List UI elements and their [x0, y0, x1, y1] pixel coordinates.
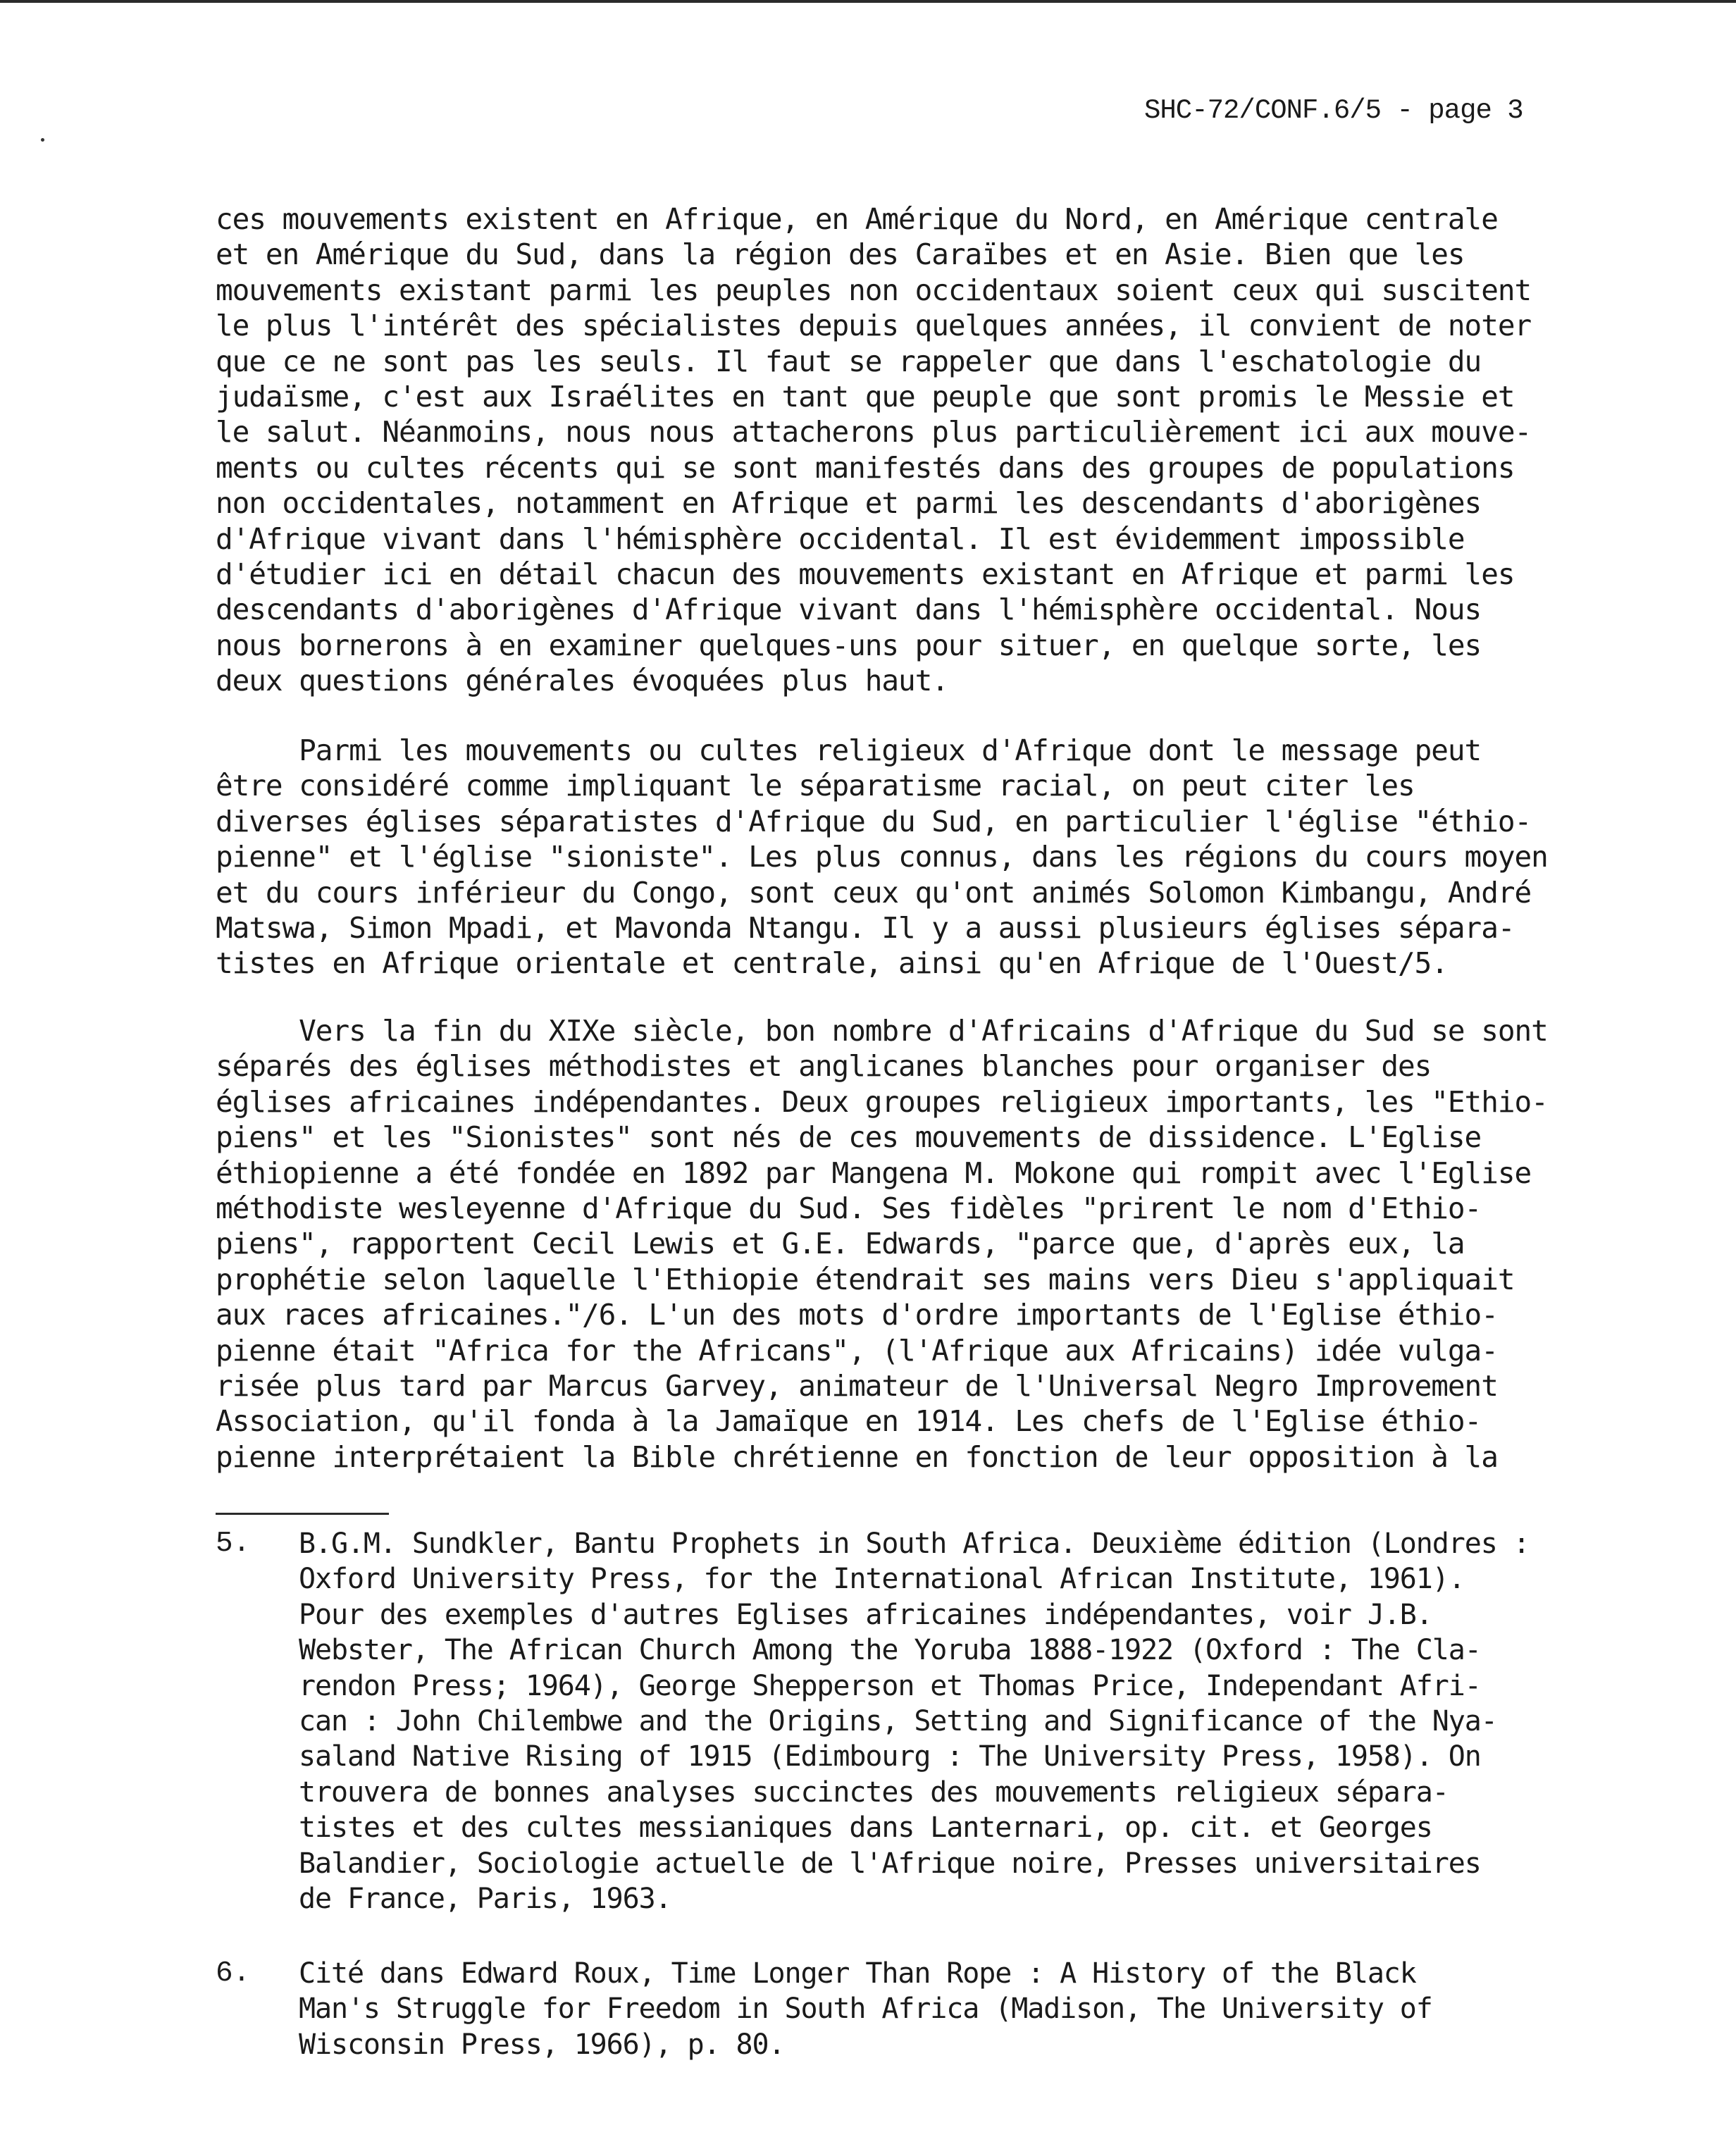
- footnote-separator: [216, 1513, 389, 1515]
- footnote-number: 5.: [216, 1528, 251, 1560]
- footnote-text: B.G.M. Sundkler, Bantu Prophets in South Africa. Deuxième édition (Londres : Oxford University Press, for the International African Institute, 1961). Pour des exemples d'autres Eglises africaines indépendantes, voir J.B. Webster, The African Church Among the Yoruba 1888-1922 (Oxford : The Cla- rendon Press; 1964), George Shepperson et Thomas Price, Independant Afri- can : John Chilembwe and the Origins, Setting and Significance of the Nya- saland Native Rising of 1915 (Edimbourg : The University Press, 1958). On trouvera de bonnes analyses succinctes des mouvements religieux sépara- tistes et des cultes messianiques dans Lanternari, op. cit. et Georges Balandier, Sociologie actuelle de l'Afrique noire, Presses universitaires de France, Paris, 1963.: [299, 1528, 1530, 1916]
- footnote-text: Cité dans Edward Roux, Time Longer Than Rope : A History of the Black Man's Struggle for Freedom in South Africa (Madison, The University of Wisconsin Press, 1966), p. 80.: [299, 1957, 1432, 2061]
- footnote-number: 6.: [216, 1957, 251, 1990]
- document-reference: SHC-72/CONF.6/5 - page 3: [1144, 95, 1523, 126]
- paragraph-2: Parmi les mouvements ou cultes religieux d'Afrique dont le message peut être considéré comme impliquant le séparatisme racial, on peut citer les diverses églises séparatistes d'Afrique du Sud, en particulier l'église "éthio- pienne" et l'église "sioniste". Les plus connus, dans les régions du cours moyen et du cours inférieur du Congo, sont ceux qu'ont animés Solomon Kimbangu, André Matswa, Simon Mpadi, et Mavonda Ntangu. Il y a aussi plusieurs églises sépara- tistes en Afrique orientale et centrale, ainsi qu'en Afrique de l'Ouest/5.: [216, 733, 1548, 981]
- paragraph-3: Vers la fin du XIXe siècle, bon nombre d'Africains d'Afrique du Sud se sont séparés des églises méthodistes et anglicanes blanches pour organiser des églises africaines indépendantes. Deux groupes religieux importants, les "Ethio- piens" et les "Sionistes" sont nés de ces mouvements de dissidence. L'Eglise éthiopienne a été fondée en 1892 par Mangena M. Mokone qui rompit avec l'Eglise méthodiste wesleyenne d'Afrique du Sud. Ses fidèles "prirent le nom d'Ethio- piens", rapportent Cecil Lewis et G.E. Edwards, "parce que, d'après eux, la prophétie selon laquelle l'Ethiopie étendrait ses mains vers Dieu s'appliquait aux races africaines."/6. L'un des mots d'ordre importants de l'Eglise éthio- pienne était "Africa for the Africans", (l'Afrique aux Africains) idée vulga- risée plus tard par Marcus Garvey, animateur de l'Universal Negro Improvement Association, qu'il fonda à la Jamaïque en 1914. Les chefs de l'Eglise éthio- pienne interprétaient la Bible chrétienne en fonction de leur opposition à la: [216, 1014, 1548, 1474]
- margin-speck: [41, 138, 44, 142]
- paragraph-1: ces mouvements existent en Afrique, en Amérique du Nord, en Amérique centrale et en Amérique du Sud, dans la région des Caraïbes et en Asie. Bien que les mouvements existant parmi les peuples non occidentaux soient ceux qui suscitent le plus l'intérêt des spécialistes depuis quelques années, il convient de noter que ce ne sont pas les seuls. Il faut se rappeler que dans l'eschatologie du judaïsme, c'est aux Israélites en tant que peuple que sont promis le Messie et le salut. Néanmoins, nous nous attacherons plus particulièrement ici aux mouve- ments ou cultes récents qui se sont manifestés dans des groupes de populations non occidentales, notamment en Afrique et parmi les descendants d'aborigènes d'Afrique vivant dans l'hémisphère occidental. Il est évidemment impossible d'étudier ici en détail chacun des mouvements existant en Afrique et parmi les descendants d'aborigènes d'Afrique vivant dans l'hémisphère occidental. Nous nous bornerons à en examiner quelques-uns pour situer, en quelque sorte, les deux questions générales évoquées plus haut.: [216, 202, 1532, 698]
- top-edge-rule: [0, 0, 1736, 3]
